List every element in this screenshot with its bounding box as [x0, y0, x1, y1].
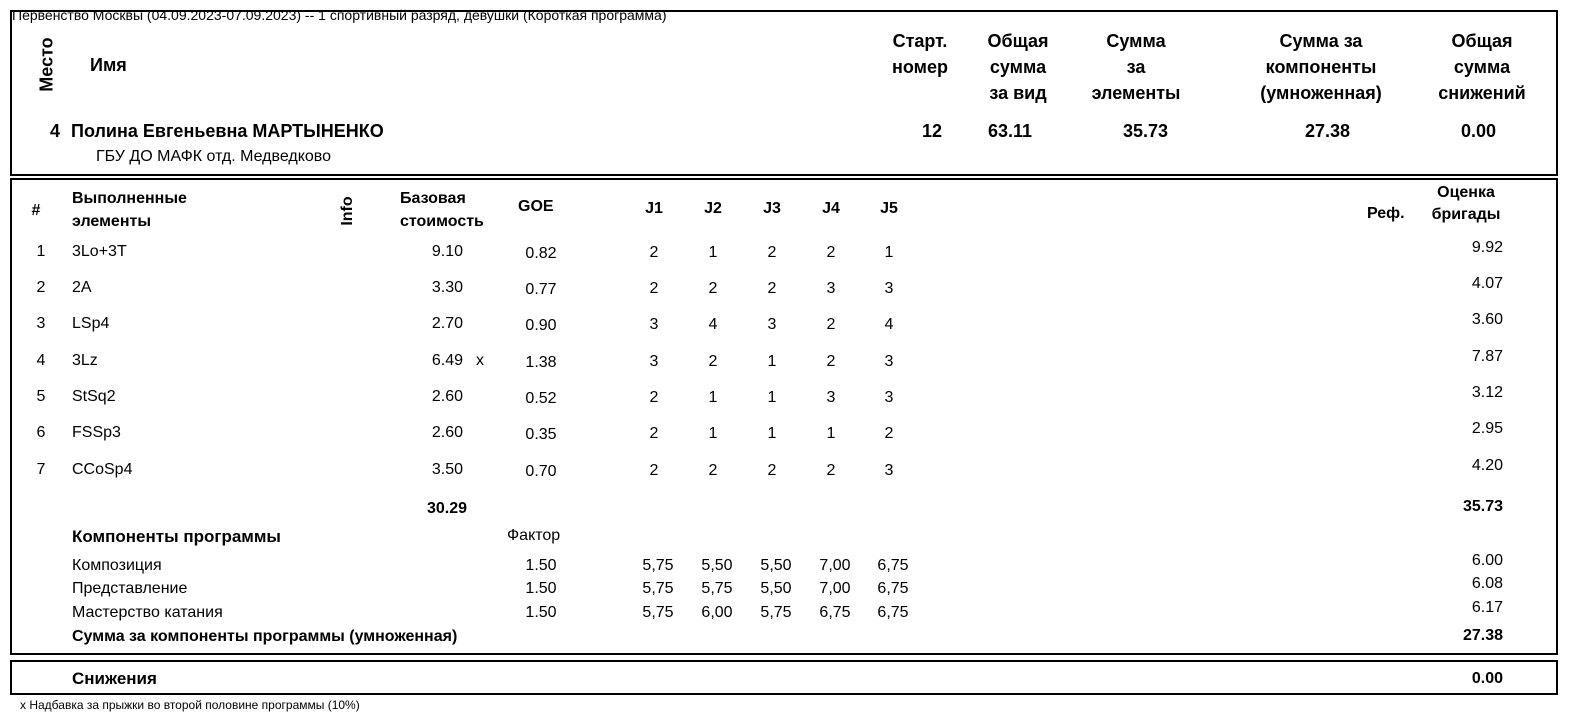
elements-sum-header [1080, 28, 1192, 106]
judge-header-1: J1 [645, 200, 663, 217]
deductions-total-header-line: Общая [1451, 31, 1513, 51]
element-judge-score: 2 [767, 244, 777, 261]
element-goe: 0.77 [525, 281, 557, 298]
components-sum-label: Сумма за компоненты программы (умноженная) [72, 628, 458, 645]
skater-components-sum: 27.38 [1304, 121, 1350, 141]
skater-elements-sum: 35.73 [1122, 121, 1168, 141]
name-header: Имя [90, 55, 127, 75]
element-judge-score: 2 [649, 244, 659, 261]
deductions-total-header-line: сумма [1453, 57, 1511, 77]
panel-header-line: бригады [1431, 206, 1501, 223]
component-judge-score: 5,50 [760, 580, 792, 597]
elements-header [72, 187, 187, 233]
components-sum-value: 27.38 [1462, 627, 1503, 644]
deductions-value: 0.00 [1471, 670, 1503, 687]
element-judge-score: 2 [826, 316, 836, 333]
element-panel-score: 3.60 [1471, 311, 1503, 328]
component-judge-score: 7,00 [819, 557, 851, 574]
element-panel-score: 9.92 [1471, 239, 1503, 256]
footnote: x Надбавка за прыжки во второй половине программы (10%) [20, 698, 360, 712]
num-header: # [31, 202, 41, 219]
element-num: 3 [36, 315, 46, 332]
deductions-total-header-line: снижений [1438, 83, 1526, 103]
component-judge-score: 5,75 [642, 604, 674, 621]
base-header [400, 187, 484, 233]
element-judge-score: 2 [767, 280, 777, 297]
judge-header-2: J2 [704, 200, 722, 217]
judge-header-5: J5 [880, 200, 898, 217]
total-header [972, 28, 1064, 106]
element-judge-score: 2 [826, 462, 836, 479]
elements-sum-header-line: элементы [1091, 83, 1181, 103]
element-judge-score: 1 [884, 244, 894, 261]
component-name: Представление [72, 580, 188, 597]
element-judge-score: 2 [649, 425, 659, 442]
element-judge-score: 2 [708, 353, 718, 370]
component-factor: 1.50 [525, 557, 557, 574]
element-panel-score: 7.87 [1471, 348, 1503, 365]
element-judge-score: 3 [826, 389, 836, 406]
element-judge-score: 2 [708, 462, 718, 479]
component-factor: 1.50 [525, 604, 557, 621]
base-header-line: стоимость [400, 213, 484, 230]
component-judge-score: 5,50 [701, 557, 733, 574]
element-name: CCoSp4 [72, 461, 133, 478]
element-name: 3Lz [72, 352, 98, 369]
element-judge-score: 4 [884, 316, 894, 333]
component-judge-score: 5,75 [701, 580, 733, 597]
component-judge-score: 5,75 [642, 557, 674, 574]
element-base: 3.50 [431, 461, 463, 478]
element-name: FSSp3 [72, 424, 121, 441]
element-name: 3Lo+3T [72, 243, 127, 260]
deductions-box [10, 660, 1558, 695]
element-judge-score: 3 [826, 280, 836, 297]
start-no-header-line: номер [892, 57, 948, 77]
component-judge-score: 5,50 [760, 557, 792, 574]
element-base: 2.70 [431, 315, 463, 332]
elements-header-line: Выполненные [72, 190, 187, 207]
element-judge-score: 2 [767, 462, 777, 479]
element-panel-score: 2.95 [1471, 420, 1503, 437]
element-num: 4 [36, 352, 46, 369]
element-judge-score: 2 [649, 462, 659, 479]
start-no-header [880, 28, 960, 80]
element-goe: 0.82 [525, 245, 557, 262]
component-factor: 1.50 [525, 580, 557, 597]
element-judge-score: 3 [649, 316, 659, 333]
goe-header: GOE [518, 198, 554, 215]
element-judge-score: 2 [884, 425, 894, 442]
element-num: 1 [36, 243, 46, 260]
elements-total: 35.73 [1462, 498, 1503, 515]
info-header: Info [339, 196, 356, 226]
element-judge-score: 2 [649, 389, 659, 406]
component-score: 6.00 [1471, 552, 1503, 569]
element-num: 5 [36, 388, 46, 405]
element-num: 7 [36, 461, 46, 478]
component-judge-score: 5,75 [760, 604, 792, 621]
element-info: x [476, 352, 484, 369]
judge-header-4: J4 [822, 200, 840, 217]
panel-header-line: Оценка [1437, 184, 1495, 201]
panel-header [1424, 182, 1508, 226]
element-judge-score: 4 [708, 316, 718, 333]
element-judge-score: 3 [884, 280, 894, 297]
element-judge-score: 2 [826, 244, 836, 261]
skater-place: 4 [49, 121, 60, 141]
deductions-label: Снижения [72, 669, 157, 688]
skater-deductions: 0.00 [1460, 121, 1496, 141]
element-goe: 1.38 [525, 354, 557, 371]
elements-sum-header-line: Сумма [1106, 31, 1166, 51]
skater-name: Полина Евгеньевна МАРТЫНЕНКО [71, 121, 384, 141]
judge-header-3: J3 [763, 200, 781, 217]
total-header-line: сумма [989, 57, 1047, 77]
element-panel-score: 4.20 [1471, 457, 1503, 474]
element-judge-score: 1 [767, 425, 777, 442]
component-name: Мастерство катания [72, 604, 223, 621]
components-sum-header-line: Сумма за [1279, 31, 1363, 51]
element-judge-score: 3 [649, 353, 659, 370]
component-score: 6.17 [1471, 599, 1503, 616]
element-panel-score: 3.12 [1471, 384, 1503, 401]
element-base: 6.49 [431, 352, 463, 369]
skater-club: ГБУ ДО МАФК отд. Медведково [96, 148, 331, 165]
total-header-line: за вид [989, 83, 1047, 103]
element-judge-score: 1 [708, 389, 718, 406]
elements-sum-header-line: за [1126, 57, 1146, 77]
component-judge-score: 7,00 [819, 580, 851, 597]
element-judge-score: 3 [884, 389, 894, 406]
element-judge-score: 1 [826, 425, 836, 442]
element-base: 3.30 [431, 279, 463, 296]
components-sum-header [1236, 28, 1406, 106]
components-sum-header-line: (умноженная) [1260, 83, 1382, 103]
ref-header: Реф. [1367, 205, 1405, 222]
component-judge-score: 6,75 [877, 604, 909, 621]
element-base: 9.10 [431, 243, 463, 260]
element-name: StSq2 [72, 388, 116, 405]
deductions-total-header [1428, 28, 1536, 106]
element-judge-score: 3 [884, 353, 894, 370]
element-name: LSp4 [72, 315, 110, 332]
element-num: 2 [36, 279, 46, 296]
skater-total: 63.11 [988, 121, 1033, 141]
element-base: 2.60 [431, 388, 463, 405]
element-judge-score: 2 [649, 280, 659, 297]
element-goe: 0.35 [525, 426, 557, 443]
component-judge-score: 5,75 [642, 580, 674, 597]
element-judge-score: 1 [708, 244, 718, 261]
factor-label: Фактор [507, 527, 561, 544]
component-judge-score: 6,00 [701, 604, 733, 621]
element-base: 2.60 [431, 424, 463, 441]
base-total: 30.29 [426, 500, 467, 517]
element-goe: 0.90 [525, 317, 557, 334]
element-goe: 0.70 [525, 463, 557, 480]
component-judge-score: 6,75 [877, 557, 909, 574]
skater-start-no: 12 [921, 121, 942, 141]
element-goe: 0.52 [525, 390, 557, 407]
element-judge-score: 2 [708, 280, 718, 297]
components-title: Компоненты программы [72, 527, 281, 546]
element-num: 6 [36, 424, 46, 441]
base-header-line: Базовая [400, 190, 466, 207]
total-header-line: Общая [987, 31, 1049, 51]
element-judge-score: 2 [826, 353, 836, 370]
element-judge-score: 1 [767, 389, 777, 406]
elements-header-line: элементы [72, 213, 151, 230]
component-score: 6.08 [1471, 575, 1503, 592]
component-judge-score: 6,75 [819, 604, 851, 621]
component-judge-score: 6,75 [877, 580, 909, 597]
element-judge-score: 3 [767, 316, 777, 333]
element-judge-score: 1 [767, 353, 777, 370]
element-name: 2A [72, 279, 92, 296]
element-panel-score: 4.07 [1471, 275, 1503, 292]
element-judge-score: 1 [708, 425, 718, 442]
event-title: Первенство Москвы (04.09.2023-07.09.2023) -- 1 спортивный разряд, девушки (Короткая программа) [12, 7, 667, 23]
components-sum-header-line: компоненты [1265, 57, 1377, 77]
place-header: Место [36, 37, 57, 92]
element-judge-score: 3 [884, 462, 894, 479]
component-name: Композиция [72, 557, 162, 574]
start-no-header-line: Старт. [892, 31, 948, 51]
